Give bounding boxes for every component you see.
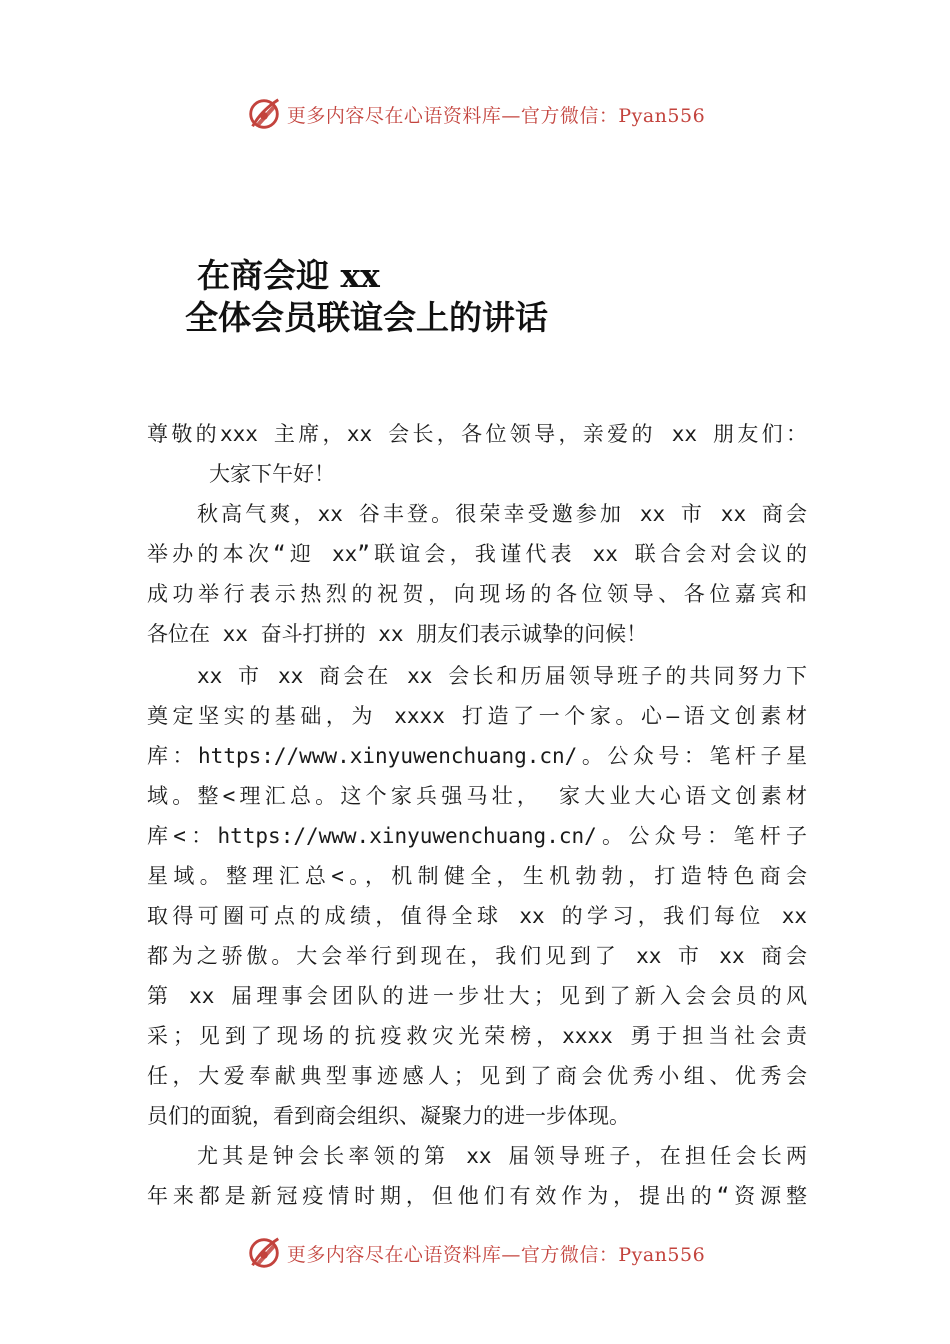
body-line: 成功举行表示热烈的祝贺，向现场的各位领导、各位嘉宾和 [147, 582, 807, 606]
body-line: 秋高气爽，xx 谷丰登。很荣幸受邀参加 xx 市 xx 商会 [197, 502, 807, 526]
header-banner-text: 更多内容尽在心语资料库—官方微信：Pyan556 [286, 104, 706, 127]
body-line: 第 xx 届理事会团队的进一步壮大；见到了新入会会员的风 [147, 984, 807, 1008]
body-line: 奠定坚实的基础，为 xxxx 打造了一个家。心—语文创素材 [147, 704, 807, 728]
body-line: 库<：https://www.xinyuwenchuang.cn/。公众号：笔杆子 [147, 824, 807, 848]
title-line-2: 全体会员联谊会上的讲话 [185, 298, 548, 337]
body-line: 库：https://www.xinyuwenchuang.cn/。公众号：笔杆子星 [147, 744, 807, 768]
pen-circle-logo-icon [245, 1234, 283, 1272]
body-line: 大家下午好！ [209, 462, 335, 486]
footer-banner-text: 更多内容尽在心语资料库—官方微信：Pyan556 [286, 1243, 706, 1266]
document-body [147, 414, 807, 1216]
body-line: xx 市 xx 商会在 xx 会长和历届领导班子的共同努力下 [197, 664, 807, 688]
header-banner [0, 92, 950, 136]
body-line: 都为之骄傲。大会举行到现在，我们见到了 xx 市 xx 商会 [147, 944, 807, 968]
document-title [185, 255, 548, 339]
body-line: 域。整<理汇总。这个家兵强马壮， 家大业大心语文创素材 [147, 784, 807, 808]
body-line: 取得可圈可点的成绩，值得全球 xx 的学习，我们每位 xx [147, 904, 807, 928]
body-line: 年来都是新冠疫情时期，但他们有效作为，提出的“资源整 [147, 1184, 807, 1208]
body-line: 举办的本次“迎 xx”联谊会，我谨代表 xx 联合会对会议的 [147, 542, 807, 566]
body-line: 任，大爱奉献典型事迹感人；见到了商会优秀小组、优秀会 [147, 1064, 807, 1088]
body-line: 员们的面貌，看到商会组织、凝聚力的进一步体现。 [147, 1104, 630, 1128]
body-line: 星域。整理汇总<。，机制健全，生机勃勃，打造特色商会 [147, 864, 807, 888]
body-line: 采；见到了现场的抗疫救灾光荣榜，xxxx 勇于担当社会责 [147, 1024, 807, 1048]
footer-banner [0, 1231, 950, 1275]
pen-circle-logo-icon [245, 95, 283, 133]
title-line-1: 在商会迎 xx [197, 256, 380, 295]
body-line: 尊敬的xxx 主席，xx 会长，各位领导，亲爱的 xx 朋友们： [147, 422, 807, 446]
body-line: 各位在 xx 奋斗打拼的 xx 朋友们表示诚挚的问候！ [147, 622, 648, 646]
body-line: 尤其是钟会长率领的第 xx 届领导班子，在担任会长两 [197, 1144, 807, 1168]
